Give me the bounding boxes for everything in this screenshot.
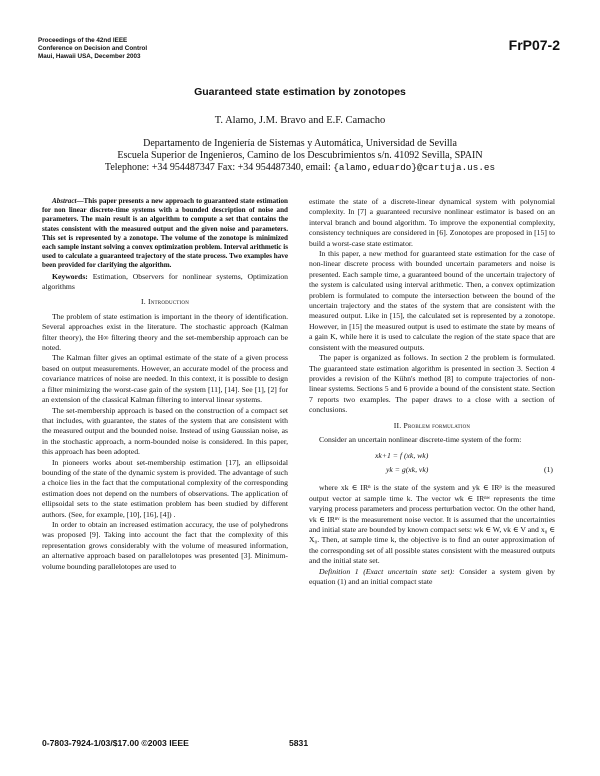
affiliation [0, 138, 600, 174]
definition-text: Consider a system given by equation (1) and an initial compact state [309, 566, 556, 586]
keywords-label: Keywords: [52, 271, 88, 281]
keywords-text: Estimation, Observers for nonlinear systems, Optimization algorithms [42, 271, 289, 292]
affiliation-line-2: Escuela Superior de Ingenieros, Camino de los Descubrimientos s/n. 41092 Sevilla, SPAIN [117, 150, 483, 161]
page-number: 5831 [289, 738, 309, 748]
definition [309, 567, 555, 588]
proceedings-line-3: Maui, Hawaii USA, December 2003 [38, 53, 141, 60]
section-title: Problem formulation [403, 420, 471, 430]
paragraph: The problem of state estimation is important in the theory of identification. Several approaches exist in the literature. The stochastic approach (Kalman filter theory), the H∞ filtering theory and the set-membership approach can be noted. [42, 311, 288, 353]
paper-title: Guaranteed state estimation by zonotopes [194, 86, 406, 98]
left-column [42, 197, 288, 572]
paragraph: The paper is organized as follows. In section 2 the problem is formulated. The guaranteed state estimation algorithm is presented in section 3. Section 4 provides a revision of the Kühn's method [8] to compute trajectories of non-linear systems. Sections 5 and 6 provide a bound of the consistent state. Section 7 reports two examples. The paper draws to a close with a section of conclusions. [309, 353, 555, 415]
abstract-label: Abstract [52, 197, 77, 205]
proceedings-header [38, 37, 147, 61]
proceedings-line-2: Conference on Decision and Control [38, 45, 148, 52]
footer-isbn: 0-7803-7924-1/03/$17.00 ©2003 IEEE [42, 738, 189, 748]
contact-info: Telephone: +34 954487347 Fax: +34 954487340, email: [104, 162, 331, 173]
affiliation-line-1: Departamento de Ingeniería de Sistemas y Automática, Universidad de Sevilla [143, 138, 457, 149]
paragraph: The Kalman filter gives an optimal estimate of the state of a given process based on output measurements. However, an accurate model of the process and covariance matrices of noise are needed. In this context, it is possible to design a filter minimizing the worst-case gain of the system [11], [14]. See [1], [2] for an extension of the classical Kalman filtering to interval linear systems. [42, 353, 288, 405]
section-number: I. [140, 297, 146, 307]
section-number: II. [393, 420, 402, 430]
paragraph: estimate the state of a discrete-linear dynamical system with polynomial complexity. In [7] a guaranteed recursive nonlinear estimator is based on an interval branch and bound algorithm. To improve the exponential complexity, consistency techniques are considered in [6]. Zonotopes are proposed in [15] to build a worst-case state estimator. [309, 197, 555, 248]
paper-authors: T. Alamo, J.M. Bravo and E.F. Camacho [214, 115, 386, 126]
paragraph: In this paper, a new method for guaranteed state estimation for the case of non-linear discrete process with bounded uncertain parameters and noise is presented. Each sample time, a guaranteed bound of the uncertain trajectory of the system is calculated using interval arithmetic. Then, a convex optimization problem is formulated to compute the intersection between the bound of the uncertain trajectory and the states of the system that are consistent with the measured output. Like in [15], the calculated set is represented by a zonotope. However, in [15] the measured output is used to estimate the state by means of a gain K, while here it is used to calculate the region of the state space that are consistent with the measured outputs. [309, 249, 555, 352]
section-heading-introduction [42, 297, 288, 307]
equation-line-1: xk+1 = f (xk, wk) [375, 451, 429, 461]
section-title: Introduction [147, 297, 190, 307]
paragraph: where xk ∈ IRⁿ is the state of the system and yk ∈ IRᵖ is the measured output vector at sample time k. The vector wk ∈ IRⁿʷ represents the time varying process parameters and process perturbation vector. On the other hand, vk ∈ IRⁿᵛ is the measurement noise vector. It is assumed that the uncertainties and initial state are bounded by known compact sets: wk ∈ W, vk ∈ V and x₀ ∈ X₀. Then, at sample time k, the objective is to find an outer approximation of the corresponding set of all possible states consistent with the measured outputs and the initial state set. [309, 483, 555, 566]
email-address: {alamo,eduardo}@cartuja.us.es [333, 162, 496, 173]
section-heading-problem-formulation [309, 421, 555, 431]
paragraph: Consider an uncertain nonlinear discrete-time system of the form: [319, 434, 522, 444]
paragraph: In pioneers works about set-membership estimation [17], an ellipsoidal bounding of the state of the dynamic system is provided. The advantage of such a choice lies in the fact that the computational complexity of the corresponding estimation does not depend on the numbers of observations. The application of ellipsoidal sets to the state estimation problem has been studied by different authors. (See, for example, [10], [16], [4]) . [42, 457, 288, 519]
session-code: FrP07-2 [508, 37, 560, 53]
keywords [42, 272, 288, 293]
paragraph: The set-membership approach is based on the construction of a compact set that includes, with guarantee, the states of the system that are consistent with the measured output and the bounded noise. Instead of using Gaussian noise, as in the stochastic approach, a norm-bounded noise is considered. In this paper, this approach has been adopted. [42, 405, 288, 457]
abstract-text: —This paper presents a new approach to guaranteed state estimation for non linear discrete-time systems with a bounded description of noise and parameters. The main result is an algorithm to compute a set that contains the states consistent with the measured output and the given noise and parameters. This set is represented by a zonotope. The volume of the zonotope is minimized each sample instant solving a convex optimization problem. Interval arithmetic is used to calculate a guaranteed trajectory of the state process. Two examples have been provided for clarifying the algorithm. [42, 197, 288, 270]
affiliation-line-3 [0, 162, 600, 174]
equation-line-2: yk = g(xk, vk) [386, 465, 429, 475]
equation-1 [309, 449, 555, 479]
definition-label: Definition 1 (Exact uncertain state set): [319, 566, 455, 576]
proceedings-line-1: Proceedings of the 42nd IEEE [38, 37, 128, 44]
paragraph: In order to obtain an increased estimation accuracy, the use of polyhedrons was proposed [9]. Taking into account the fact that the complexity of this representation grows considerably with the volume of measured information, an alternative approach based on parallelotopes was presented [3]. Minimum-volume bounding parallelotopes are used to [42, 519, 288, 571]
right-column [309, 197, 555, 587]
equation-number: (1) [544, 465, 553, 475]
abstract [42, 197, 288, 271]
